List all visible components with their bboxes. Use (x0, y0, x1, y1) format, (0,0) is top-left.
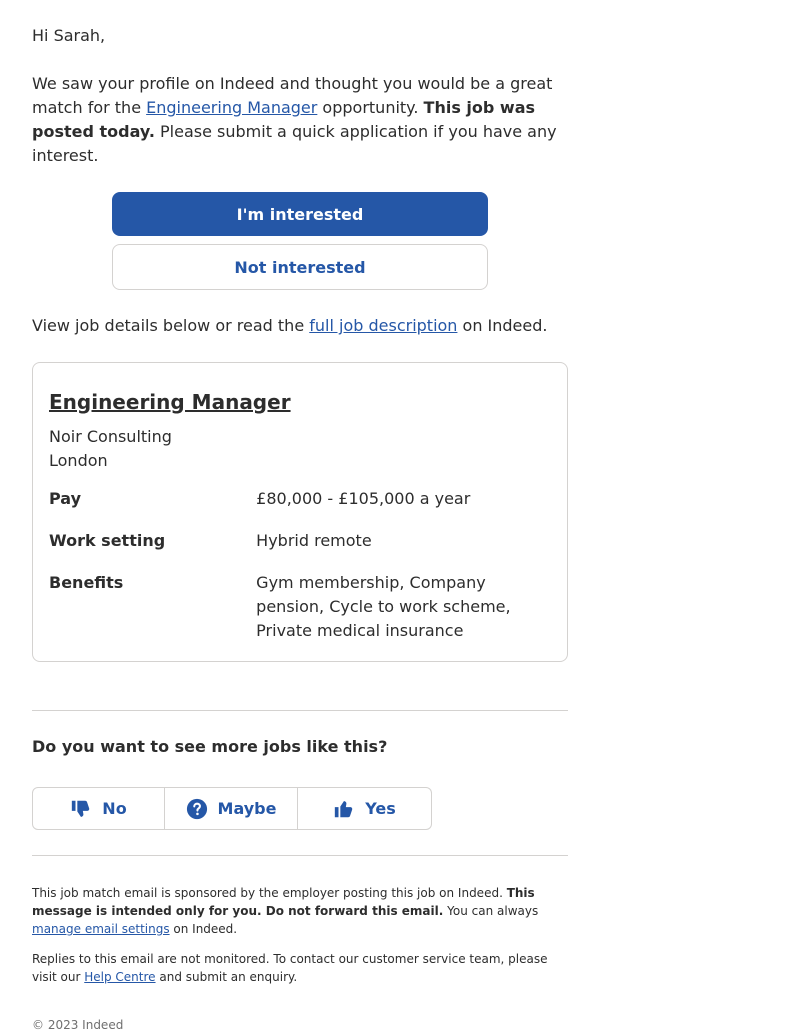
intro-text: We saw your profile on Indeed and thought you would be a great match for the (32, 74, 553, 117)
detail-label: Work setting (49, 531, 166, 550)
divider (32, 855, 568, 856)
email-body (32, 24, 568, 1034)
detail-label: Pay (49, 489, 82, 508)
company-name: Noir Consulting (49, 427, 172, 446)
thumbs-up-icon (333, 798, 355, 820)
detail-value: Hybrid remote (256, 531, 372, 550)
action-buttons (112, 192, 488, 290)
intro-paragraph (32, 72, 568, 168)
feedback-question: Do you want to see more jobs like this? (32, 737, 388, 756)
view-details-line (32, 314, 568, 338)
help-centre-link[interactable]: Help Centre (84, 970, 156, 984)
footer-replies-text: Replies to this email are not monitored. To contact our customer service team, please visit our (32, 952, 548, 984)
footer-settings-text-2: on Indeed. (169, 922, 238, 936)
greeting: Hi Sarah, (32, 26, 106, 45)
divider (32, 710, 568, 711)
manage-email-settings-link[interactable]: manage email settings (32, 922, 170, 936)
job-card-title[interactable]: Engineering Manager (49, 390, 291, 414)
posted-today-text: This job was posted today. (32, 98, 536, 141)
detail-row-work-setting (49, 529, 551, 553)
feedback-no-button[interactable] (32, 787, 165, 830)
job-company-block (49, 425, 551, 473)
thumbs-down-icon (70, 798, 92, 820)
copyright: © 2023 Indeed (32, 1018, 124, 1032)
full-job-description-link[interactable]: full job description (309, 316, 458, 335)
footer-replies (32, 950, 568, 986)
feedback-buttons (32, 787, 432, 830)
feedback-maybe-button[interactable] (165, 787, 298, 830)
job-location: London (49, 451, 108, 470)
feedback-yes-button[interactable] (298, 787, 432, 830)
intro-text-3: Please submit a quick application if you have any interest. (32, 122, 557, 165)
footer-settings-text: You can always (443, 904, 539, 918)
feedback-maybe-label: Maybe (217, 799, 277, 818)
detail-row-benefits (49, 571, 551, 643)
footer-sponsor-text: This job match email is sponsored by the employer posting this job on Indeed. (32, 886, 507, 900)
intro-text-2: opportunity. (317, 98, 424, 117)
footer-notice (32, 884, 568, 938)
detail-row-pay (49, 487, 551, 511)
job-title-link[interactable]: Engineering Manager (146, 98, 318, 117)
footer-replies-text-2: and submit an enquiry. (155, 970, 298, 984)
not-interested-button[interactable]: Not interested (112, 244, 488, 290)
feedback-no-label: No (102, 799, 127, 818)
question-circle-icon (186, 798, 208, 820)
view-details-text-2: on Indeed. (457, 316, 548, 335)
interested-button[interactable]: I'm interested (112, 192, 488, 236)
view-details-text: View job details below or read the (32, 316, 310, 335)
detail-value: £80,000 - £105,000 a year (256, 489, 471, 508)
footer-intended-text: This message is intended only for you. Do not forward this email. (32, 886, 535, 918)
feedback-yes-label: Yes (365, 799, 396, 818)
job-card (32, 362, 568, 662)
detail-value: Gym membership, Company pension, Cycle to work scheme, Private medical insurance (256, 573, 511, 640)
detail-label: Benefits (49, 573, 124, 592)
